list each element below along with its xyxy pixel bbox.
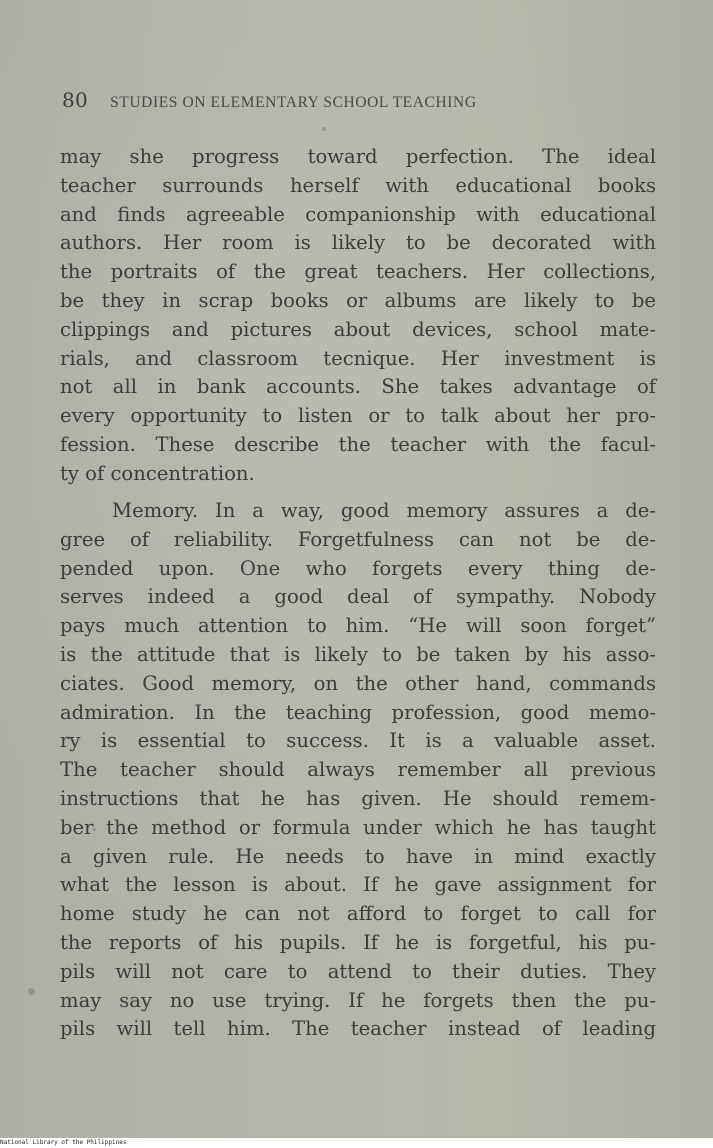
library-credit: National Library of the Philippines — [0, 1139, 127, 1146]
text-line: instructions that he has given. He should remem- — [60, 786, 656, 810]
text-line: teacher surrounds herself with educational books — [60, 173, 656, 197]
text-line: Memory. In a way, good memory assures a de- — [112, 499, 656, 522]
text-line: every opportunity to listen or to talk about her pro- — [60, 404, 656, 428]
text-line: clippings and pictures about devices, school mate- — [60, 317, 656, 341]
text-line: is the attitude that is likely to be taken by his asso- — [60, 642, 656, 666]
running-header — [62, 88, 622, 112]
scan-blemish — [322, 127, 326, 131]
text-line: gree of reliability. Forgetfulness can not be de- — [60, 527, 656, 551]
text-line: ciates. Good memory, on the other hand, commands — [60, 671, 656, 695]
text-line: fession. These describe the teacher with the facul- — [60, 432, 656, 456]
scan-blemish — [28, 988, 35, 995]
text-line: admiration. In the teaching profession, good memo- — [60, 700, 656, 724]
text-line: and finds agreeable companionship with educational — [60, 202, 656, 226]
page-number: 80 — [62, 88, 89, 112]
text-line: pays much attention to him. “He will soon forget” — [60, 614, 656, 638]
text-line: rials, and classroom tecnique. Her investment is — [60, 346, 656, 370]
text-line: the reports of his pupils. If he is forgetful, his pu- — [60, 930, 656, 954]
text-line: may she progress toward perfection. The ideal — [60, 145, 656, 168]
text-line: pils will not care to attend to their duties. They — [60, 959, 656, 983]
running-title: STUDIES ON ELEMENTARY SCHOOL TEACHING — [110, 94, 477, 111]
text-line: what the lesson is about. If he gave assignment for — [60, 873, 656, 897]
text-line: ry is essential to success. It is a valuable asset. — [60, 729, 656, 753]
text-line: ty of concentration. — [60, 461, 255, 485]
text-line: home study he can not afford to forget to call for — [60, 902, 656, 926]
text-line: a given rule. He needs to have in mind exactly — [60, 844, 656, 868]
text-line: ber the method or formula under which he has taught — [60, 815, 656, 839]
text-line: not all in bank accounts. She takes advantage of — [60, 375, 656, 399]
text-line: the portraits of the great teachers. Her collections, — [60, 260, 656, 284]
footer-strip — [0, 1138, 713, 1148]
text-line: authors. Her room is likely to be decorated with — [60, 231, 656, 255]
paragraph-concentration — [60, 143, 656, 489]
text-line: may say no use trying. If he forgets then the pu- — [60, 988, 656, 1012]
text-line: serves indeed a good deal of sympathy. Nobody — [60, 585, 656, 609]
text-line: pils will tell him. The teacher instead of leading — [60, 1017, 656, 1041]
text-line: The teacher should always remember all previous — [60, 758, 656, 782]
text-line: pended upon. One who forgets every thing de- — [60, 556, 656, 580]
text-line: be they in scrap books or albums are likely to be — [60, 288, 656, 312]
paragraph-memory — [60, 497, 656, 1044]
